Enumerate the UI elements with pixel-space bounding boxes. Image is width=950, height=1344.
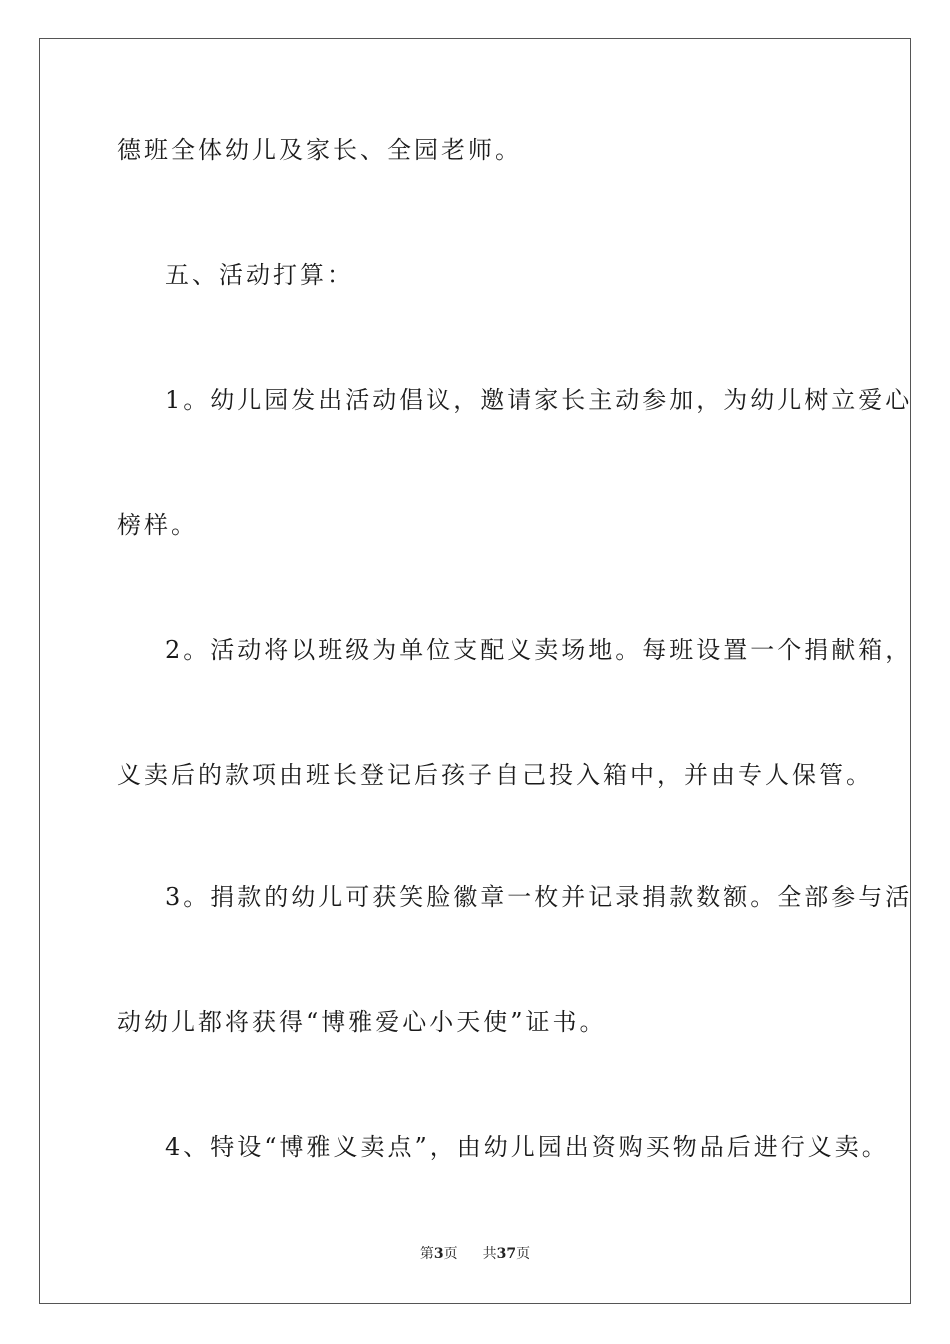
total-suffix: 页 [516, 1246, 531, 1262]
section-heading: 五、活动打算： [165, 261, 354, 289]
page-number: 3 [433, 1246, 444, 1262]
page-suffix: 页 [443, 1246, 458, 1262]
total-prefix: 共 [482, 1246, 497, 1262]
paragraph-1-line-1: 1。幼儿园发出活动倡议，邀请家长主动参加，为幼儿树立爱心 [165, 386, 913, 414]
page-footer [0, 1244, 950, 1264]
paragraph-3-line-2: 动幼儿都将获得“博雅爱心小天使”证书。 [117, 1008, 607, 1036]
total-pages: 37 [496, 1246, 517, 1262]
paragraph-3-line-1: 3。捐款的幼儿可获笑脸徽章一枚并记录捐款数额。全部参与活 [165, 883, 913, 911]
page-border [39, 38, 911, 1304]
page-prefix: 第 [419, 1246, 434, 1262]
text-line-1: 德班全体幼儿及家长、全园老师。 [117, 136, 522, 164]
paragraph-2-line-1: 2。活动将以班级为单位支配义卖场地。每班设置一个捐献箱， [165, 636, 913, 664]
paragraph-2-line-2: 义卖后的款项由班长登记后孩子自己投入箱中，并由专人保管。 [117, 761, 873, 789]
paragraph-4-line-1: 4、特设“博雅义卖点”，由幼儿园出资购买物品后进行义卖。 [165, 1133, 889, 1161]
paragraph-1-line-2: 榜样。 [117, 511, 198, 539]
